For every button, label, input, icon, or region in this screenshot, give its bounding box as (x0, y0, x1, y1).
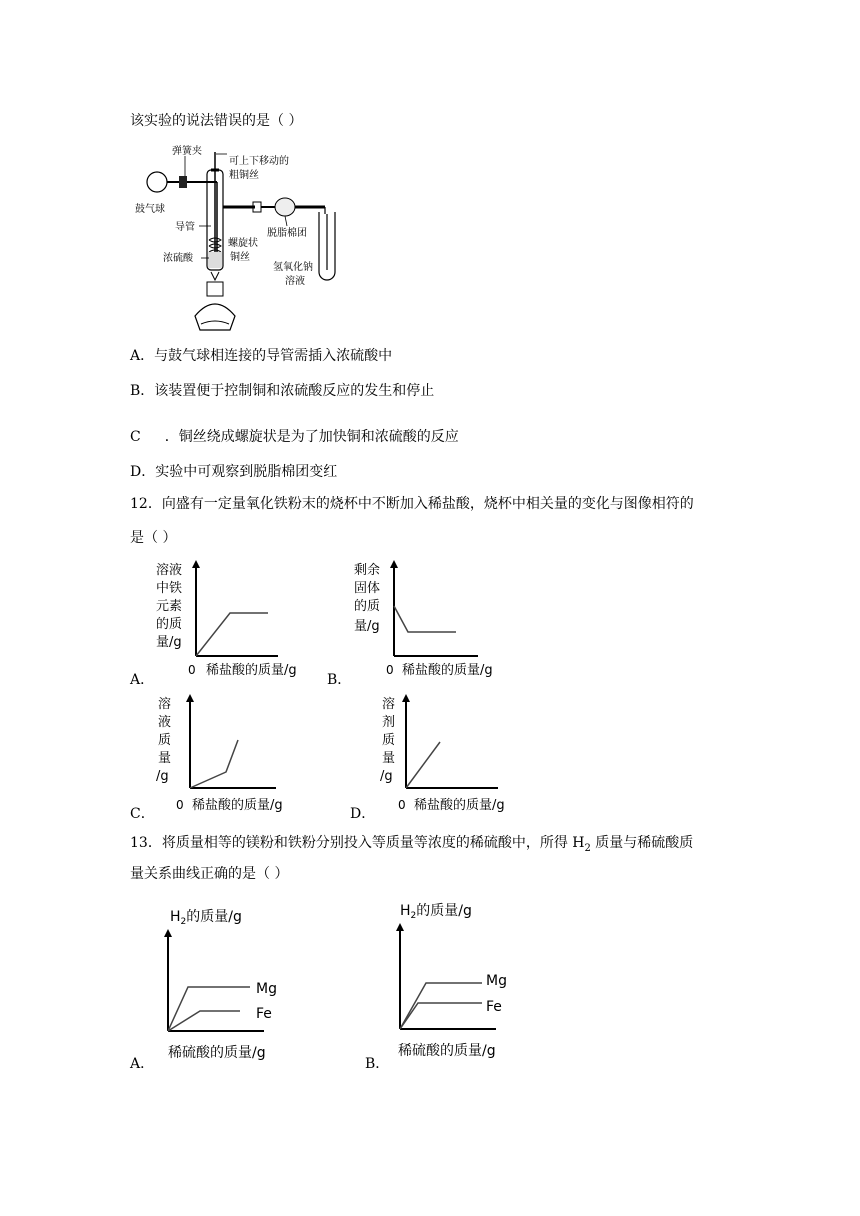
ylabel-line: 液 (158, 715, 172, 730)
ylabel-line: 量 (382, 751, 396, 766)
arrow-y (402, 694, 410, 702)
ylabel-line: 量 (158, 751, 172, 766)
option-a: A．与鼓气球相连接的导管需插入浓硫酸中 (130, 348, 393, 364)
curve (406, 742, 440, 788)
question-intro: 该实验的说法错误的是（ ） (130, 113, 303, 129)
origin-label: 0 (398, 798, 406, 812)
ylabel: $H_2$的质量/g (170, 909, 242, 927)
q13-stem-line2: 量关系曲线正确的是（ ） (130, 866, 289, 882)
ylabel-line: 元素 (156, 599, 183, 614)
curve-mg (400, 983, 482, 1029)
label-movable-2: 粗铜丝 (229, 170, 259, 181)
label-naoh-2: 溶液 (285, 276, 305, 287)
arrow-y (192, 560, 200, 568)
xlabel: 稀盐酸的质量/g (402, 663, 493, 678)
label-spring-clip: 弹簧夹 (172, 146, 202, 157)
ylabel-line: 剂 (382, 715, 396, 730)
xlabel: 稀硫酸的质量/g (168, 1045, 266, 1061)
q13-graph-a (160, 903, 300, 1068)
label-bellows: 鼓气球 (135, 204, 165, 215)
curve-mg (168, 987, 250, 1031)
label-guide-tube: 导管 (175, 222, 195, 233)
q12-graph-d-letter: D． (350, 806, 376, 822)
ylabel-line: 剩余 (354, 563, 381, 578)
xlabel: 稀盐酸的质量/g (414, 798, 505, 813)
series-fe: Fe (486, 999, 502, 1015)
arrow-y (164, 929, 172, 937)
q13-graph-a-letter: A． (130, 1056, 155, 1072)
origin-label: 0 (188, 663, 196, 677)
ylabel-line: 质 (158, 733, 172, 748)
curve-fe (168, 1011, 240, 1031)
label-spiral-2: 铜丝 (230, 252, 250, 263)
q12-graph-b-letter: B． (327, 672, 352, 688)
label-naoh-1: 氢氧化钠 (273, 262, 313, 273)
origin-label: 0 (386, 663, 394, 677)
xlabel: 稀盐酸的质量/g (192, 798, 283, 813)
ylabel: $H_2$的质量/g (400, 903, 472, 921)
arrow-y (390, 560, 398, 568)
ylabel-line: 溶 (382, 697, 396, 712)
curve (190, 740, 238, 788)
xlabel: 稀盐酸的质量/g (206, 663, 297, 678)
q13-graph-b (392, 897, 532, 1062)
ylabel-line: /g (156, 769, 169, 784)
label-conc-acid: 浓硫酸 (163, 253, 193, 264)
option-c: C ．铜丝绕成螺旋状是为了加快铜和浓硫酸的反应 (130, 429, 459, 445)
curve (394, 606, 456, 632)
q12-stem-line2: 是（ ） (130, 530, 177, 546)
ylabel-line: 量/g (354, 619, 380, 634)
origin-label: 0 (176, 798, 184, 812)
ylabel-line: 溶 (158, 697, 172, 712)
ylabel-line: 量/g (156, 635, 182, 650)
q12-graph-a (150, 558, 310, 683)
q13-graph-b-letter: B． (365, 1056, 390, 1072)
label-movable-1: 可上下移动的 (229, 156, 289, 167)
q12-graph-a-letter: A． (130, 672, 155, 688)
label-spiral-1: 螺旋状 (228, 238, 258, 249)
q12-graph-d (372, 692, 532, 817)
curve (196, 613, 268, 656)
label-cotton: 脱脂棉团 (267, 228, 307, 239)
apparatus-diagram (135, 140, 355, 340)
arrow-y (186, 694, 194, 702)
q12-graph-c (150, 692, 310, 817)
q12-graph-b (350, 558, 510, 683)
q12-stem-line1: 12．向盛有一定量氧化铁粉末的烧杯中不断加入稀盐酸，烧杯中相关量的变化与图像相符的 (130, 496, 694, 512)
q12-graph-c-letter: C． (130, 806, 155, 822)
ylabel-line: 的质 (156, 617, 183, 632)
arrow-y (396, 923, 404, 931)
series-mg: Mg (486, 973, 507, 989)
ylabel-line: 中铁 (156, 581, 183, 596)
option-d: D．实验中可观察到脱脂棉团变红 (130, 464, 338, 480)
ylabel-line: 质 (382, 733, 396, 748)
series-mg: Mg (256, 981, 277, 997)
q13-stem-line1: 13．将质量相等的镁粉和铁粉分别投入等质量等浓度的稀硫酸中，所得 $H_2$ 质量与稀硫酸质 (130, 835, 694, 854)
ylabel-line: /g (380, 769, 393, 784)
ylabel-line: 的质 (354, 599, 381, 614)
option-b: B．该装置便于控制铜和浓硫酸反应的发生和停止 (130, 383, 435, 399)
series-fe: Fe (256, 1006, 272, 1022)
xlabel: 稀硫酸的质量/g (398, 1043, 496, 1059)
ylabel-line: 固体 (354, 581, 381, 596)
ylabel-line: 溶液 (156, 563, 183, 578)
